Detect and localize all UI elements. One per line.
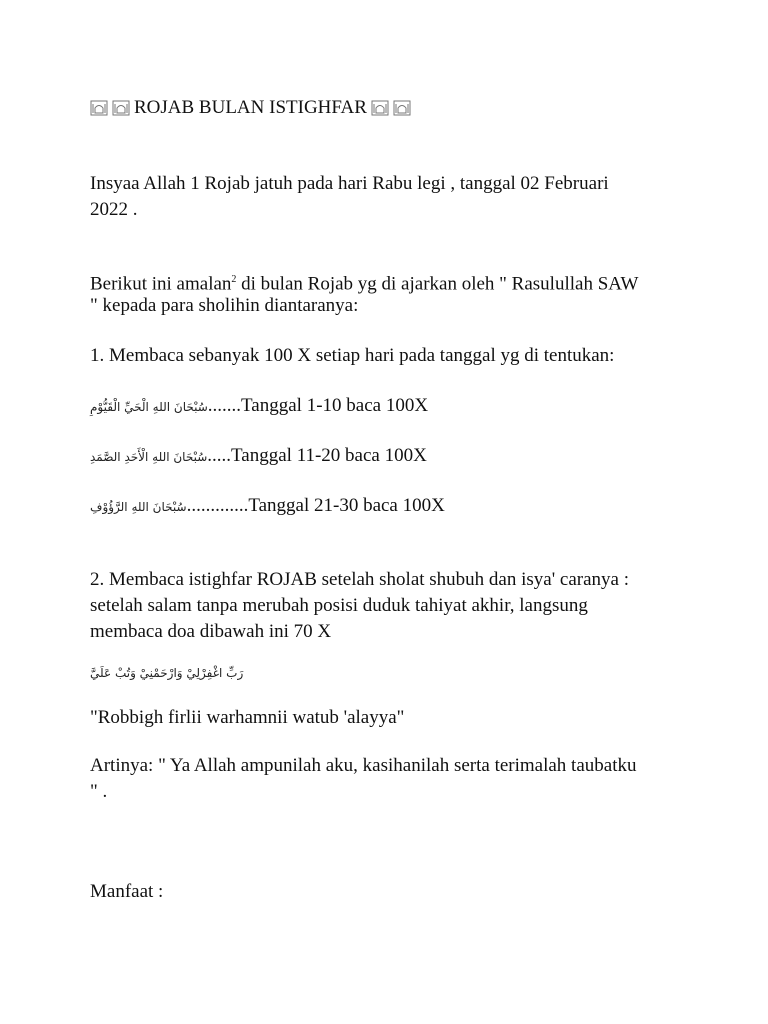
superscript-2: 2 [231, 274, 237, 285]
intro-line-2: 2022 . [90, 199, 138, 220]
dzikir-row-1 [90, 394, 428, 419]
arabic-dzikir-1: سُبْحَانَ اللهِ الْحَيِّ الْقَيُّوْمِ [90, 400, 208, 414]
artinya-line-2: " . [90, 781, 108, 802]
item1-heading: 1. Membaca sebanyak 100 X setiap hari pada tanggal yg di tentukan: [90, 345, 615, 366]
berikut-text-b: di bulan Rojab yg di ajarkan oleh " Rasulullah SAW [236, 273, 639, 295]
page-title [90, 96, 411, 120]
berikut-line-2: " kepada para sholihin diantaranya: [90, 295, 359, 316]
arabic-doa: رَبِّ اغْفِرْلِيْ وَارْحَمْنِيْ وَتُبْ عَلَيَّ [90, 666, 244, 680]
dzikir-2-text: .....Tanggal 11-20 baca 100X [207, 445, 427, 466]
dzikir-3-text: .............Tanggal 21-30 baca 100X [186, 495, 445, 516]
arabic-dzikir-3: سُبْحَانَ اللهِ الرَّؤُوْفِ [90, 500, 187, 514]
item2-line-1: 2. Membaca istighfar ROJAB setelah sholat shubuh dan isya' caranya : [90, 569, 629, 590]
intro-line-1: Insyaa Allah 1 Rojab jatuh pada hari Rabu legi , tanggal 02 Februari [90, 173, 609, 194]
dzikir-row-2 [90, 444, 427, 469]
mosque-icon [371, 100, 389, 116]
berikut-text-a: Berikut ini amalan [90, 273, 232, 295]
mosque-icon [393, 100, 411, 116]
dzikir-1-text: .......Tanggal 1-10 baca 100X [207, 395, 429, 416]
doa-latin: "Robbigh firlii warhamnii watub 'alayya" [90, 707, 405, 728]
dzikir-row-3 [90, 494, 445, 519]
title-text: ROJAB BULAN ISTIGHFAR [134, 97, 367, 118]
doa-arabic [90, 660, 243, 685]
berikut-line-1 [90, 268, 638, 296]
mosque-icon [112, 100, 130, 116]
item2-line-3: membaca doa dibawah ini 70 X [90, 621, 332, 642]
manfaat-label: Manfaat : [90, 881, 164, 902]
item2-line-2: setelah salam tanpa merubah posisi duduk tahiyat akhir, langsung [90, 595, 588, 616]
mosque-icon [90, 100, 108, 116]
artinya-line-1: Artinya: " Ya Allah ampunilah aku, kasihanilah serta terimalah taubatku [90, 755, 637, 776]
arabic-dzikir-2: سُبْحَانَ اللهِ الْأَحَدِ الصَّمَدِ [90, 450, 208, 464]
